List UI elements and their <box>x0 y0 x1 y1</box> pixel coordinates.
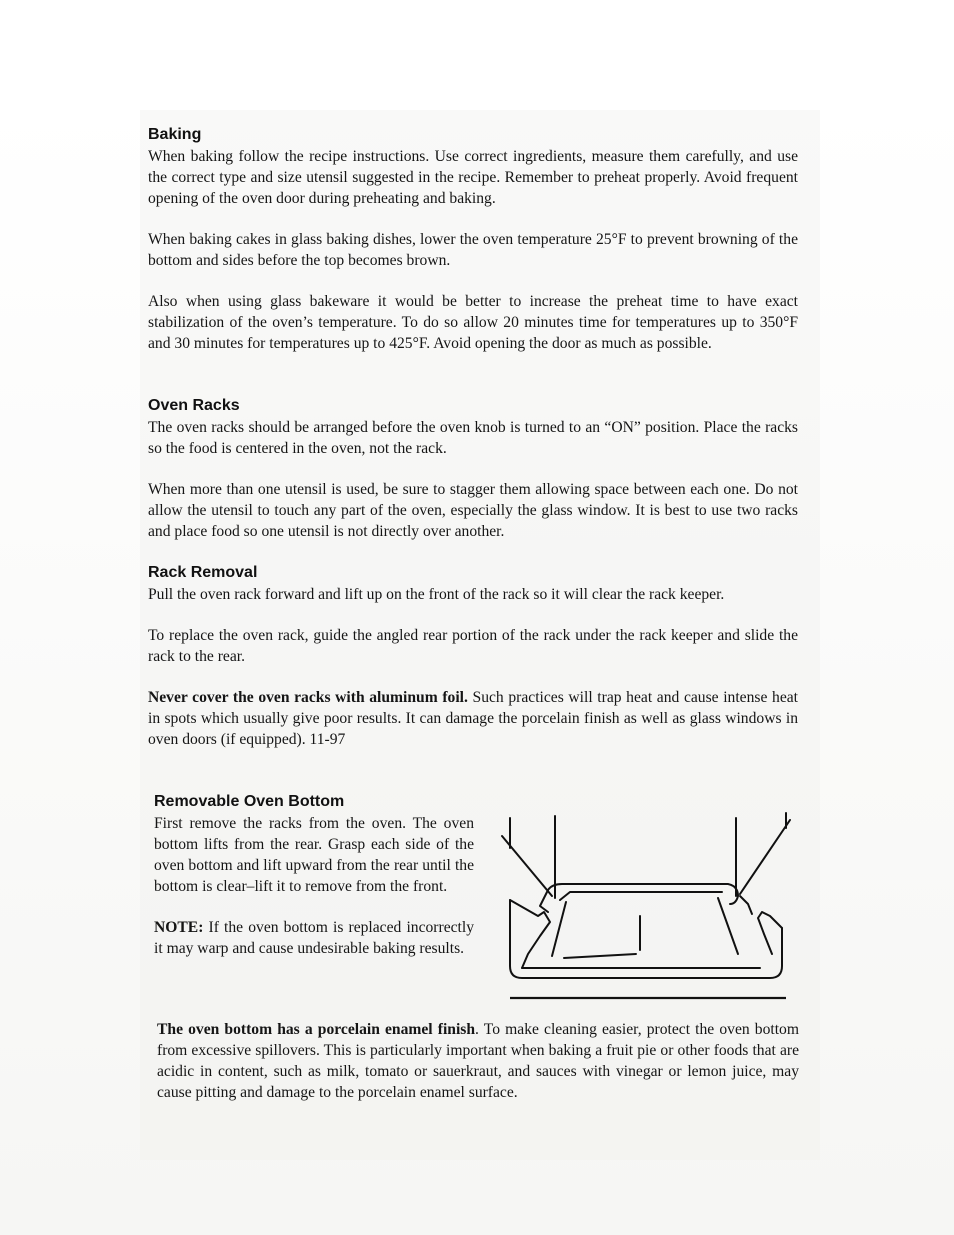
baking-heading: Baking <box>148 126 202 143</box>
pan-front-edge <box>564 954 636 958</box>
porcelain-enamel-section <box>157 1019 799 1103</box>
porcelain-enamel-paragraph <box>157 1019 799 1103</box>
oven-floor-outline <box>510 900 782 978</box>
aluminum-foil-warning-bold: Never cover the oven racks with aluminum foil. <box>148 689 468 706</box>
right-perspective-line <box>740 820 790 894</box>
note-text: If the oven bottom is replaced incorrectly it may warp and cause undesirable baking results. <box>154 919 474 957</box>
aluminum-foil-warning-text: Such practices will trap heat and cause intense heat in spots which usually give poor results. It can damage the porcelain finish as well as glass windows in oven doors (if equipped). 11-97 <box>148 689 798 748</box>
note-label: NOTE: <box>154 919 204 936</box>
oven-bottom-diagram <box>500 808 800 1006</box>
aluminum-foil-warning <box>148 687 798 750</box>
baking-paragraph-3: Also when using glass bakeware it would be better to increase the preheat time to have exact stabilization of the oven’s temperature. To do so allow 20 minutes time for temperatures up to 350°F and 30 minutes for temperatures up to 425°F. Avoid opening the door as much as possible. <box>148 293 798 352</box>
removable-bottom-heading: Removable Oven Bottom <box>154 793 345 810</box>
removable-bottom-paragraph-1: First remove the racks from the oven. The oven bottom lifts from the rear. Grasp each side of the oven bottom and lift upward from the rear until the bottom is clear–lift it to remove from the front. <box>154 815 474 895</box>
oven-racks-paragraph-1: The oven racks should be arranged before the oven knob is turned to an “ON” position. Place the racks so the food is centered in the oven, not the rack. <box>148 419 798 457</box>
removable-bottom-section <box>154 793 474 959</box>
left-keeper-hook <box>540 890 548 912</box>
pan-right-edge <box>718 898 738 954</box>
porcelain-enamel-text: . To make cleaning easier, protect the oven bottom from excessive spillovers. This is particularly important when baking a fruit pie or other foods that are acidic in content, such as milk, tomato or sauerkraut, and sauces with vinegar or lemon juice, may cause pitting and damage to the porcelain enamel surface. <box>157 1021 799 1101</box>
oven-racks-paragraph-2: When more than one utensil is used, be sure to stagger them allowing space between each one. Do not allow the utensil to touch any part of the oven, especially the glass window. It is best to use two racks and place food so one utensil is not directly over another. <box>148 481 798 540</box>
oven-racks-section <box>148 397 798 542</box>
rack-removal-heading: Rack Removal <box>148 564 258 581</box>
removable-bottom-note <box>154 917 474 959</box>
baking-section <box>148 126 798 354</box>
pan-top-edge <box>560 892 722 900</box>
baking-paragraph-1: When baking follow the recipe instructions. Use correct ingredients, measure them carefully, and use the correct type and size utensil suggested in the recipe. Remember to preheat properly. Avoid frequent opening of the oven door during preheating and baking. <box>148 148 798 207</box>
right-keeper-hook <box>740 896 752 914</box>
left-perspective-line <box>502 836 552 896</box>
rack-removal-section <box>148 564 798 750</box>
right-floor-bracket <box>758 912 782 954</box>
pan-rear-edge <box>548 884 738 904</box>
pan-left-edge <box>552 902 566 956</box>
baking-paragraph-2: When baking cakes in glass baking dishes, lower the oven temperature 25°F to prevent browning of the bottom and sides before the top becomes brown. <box>148 231 798 269</box>
rack-removal-paragraph-1: Pull the oven rack forward and lift up on the front of the rack so it will clear the rack keeper. <box>148 586 725 603</box>
oven-racks-heading: Oven Racks <box>148 397 240 414</box>
rack-removal-paragraph-2: To replace the oven rack, guide the angled rear portion of the rack under the rack keeper and slide the rack to the rear. <box>148 627 798 665</box>
porcelain-enamel-bold: The oven bottom has a porcelain enamel finish <box>157 1021 476 1038</box>
